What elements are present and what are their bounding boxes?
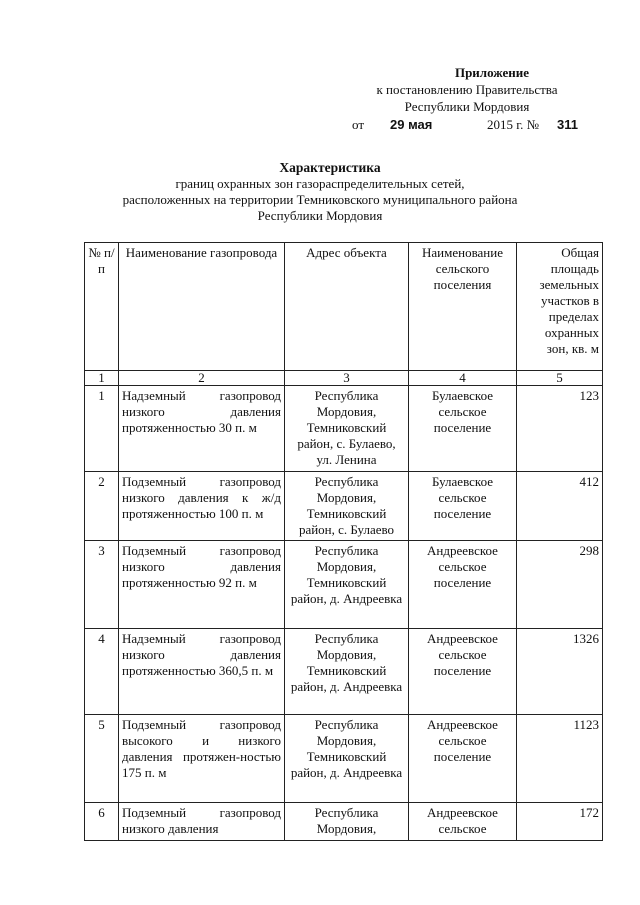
cell-address: Республика Мордовия, Темниковский район, с. Булаево (285, 472, 409, 541)
cell-area: 412 (517, 472, 603, 541)
cell-settlement: Андреевское сельское поселение (409, 715, 517, 803)
appendix-block (352, 64, 582, 134)
cell-area: 172 (517, 803, 603, 841)
cell-pipeline: Подземный газопровод высокого и низкого давления протяжен-ностью 175 п. м (119, 715, 285, 803)
heading-line-2: расположенных на территории Темниковского муниципального района (122, 192, 518, 207)
appendix-line-2: Республики Мордовия (404, 99, 530, 114)
cell-pipeline: Подземный газопровод низкого давления протяженностью 92 п. м (119, 541, 285, 629)
col-number: 3 (285, 371, 409, 386)
table-row (85, 541, 603, 629)
cell-pipeline: Надземный газопровод низкого давления протяженностью 360,5 п. м (119, 629, 285, 715)
cell-area: 1326 (517, 629, 603, 715)
cell-area: 1123 (517, 715, 603, 803)
number-handwritten: 311 (557, 117, 578, 132)
cell-settlement: Булаевское сельское поселение (409, 386, 517, 472)
cell-settlement: Андреевское сельское (409, 803, 517, 841)
cell-num: 4 (85, 629, 119, 715)
cell-address: Республика Мордовия, Темниковский район, д. Андреевка (285, 541, 409, 629)
year-text: 2015 г. № (487, 117, 540, 132)
cell-num: 1 (85, 386, 119, 472)
cell-address: Республика Мордовия, Темниковский район, с. Булаево, ул. Ленина (285, 386, 409, 472)
column-number-row (85, 371, 603, 386)
header-address: Адрес объекта (285, 243, 409, 371)
cell-num: 2 (85, 472, 119, 541)
col-number: 5 (517, 371, 603, 386)
cell-area: 123 (517, 386, 603, 472)
table-row (85, 715, 603, 803)
appendix-line-1: к постановлению Правительства (376, 82, 558, 97)
cell-settlement: Андреевское сельское поселение (409, 629, 517, 715)
table-row (85, 629, 603, 715)
table-row (85, 386, 603, 472)
appendix-title: Приложение (454, 65, 530, 80)
appendix-date-line (352, 116, 582, 134)
cell-address: Республика Мордовия, Темниковский район, д. Андреевка (285, 629, 409, 715)
table-header-row (85, 243, 603, 371)
cell-address: Республика Мордовия, Темниковский район, д. Андреевка (285, 715, 409, 803)
header-num: № п/п (85, 243, 119, 371)
cell-pipeline: Подземный газопровод низкого давления (119, 803, 285, 841)
header-settlement: Наименование сельского поселения (409, 243, 517, 371)
col-number: 4 (409, 371, 517, 386)
cell-settlement: Андреевское сельское поселение (409, 541, 517, 629)
header-pipeline: Наименование газопровода (119, 243, 285, 371)
table-row (85, 803, 603, 841)
gas-zones-table (84, 242, 603, 841)
cell-num: 3 (85, 541, 119, 629)
header-area: Общая площадь земельных участков в пределах охранных зон, кв. м (517, 243, 603, 371)
cell-num: 6 (85, 803, 119, 841)
heading-line-1: границ охранных зон газораспределительных сетей, (175, 176, 465, 191)
col-number: 1 (85, 371, 119, 386)
cell-area: 298 (517, 541, 603, 629)
heading-line-3: Республики Мордовия (257, 208, 383, 223)
date-prefix: от (352, 117, 365, 132)
date-handwritten: 29 мая (390, 117, 433, 132)
cell-num: 5 (85, 715, 119, 803)
heading-title: Характеристика (279, 160, 381, 175)
table-row (85, 472, 603, 541)
cell-pipeline: Надземный газопровод низкого давления протяженностью 30 п. м (119, 386, 285, 472)
cell-pipeline: Подземный газопровод низкого давления к ж/д протяженностью 100 п. м (119, 472, 285, 541)
cell-address: Республика Мордовия, (285, 803, 409, 841)
col-number: 2 (119, 371, 285, 386)
cell-settlement: Булаевское сельское поселение (409, 472, 517, 541)
document-heading (0, 160, 640, 224)
